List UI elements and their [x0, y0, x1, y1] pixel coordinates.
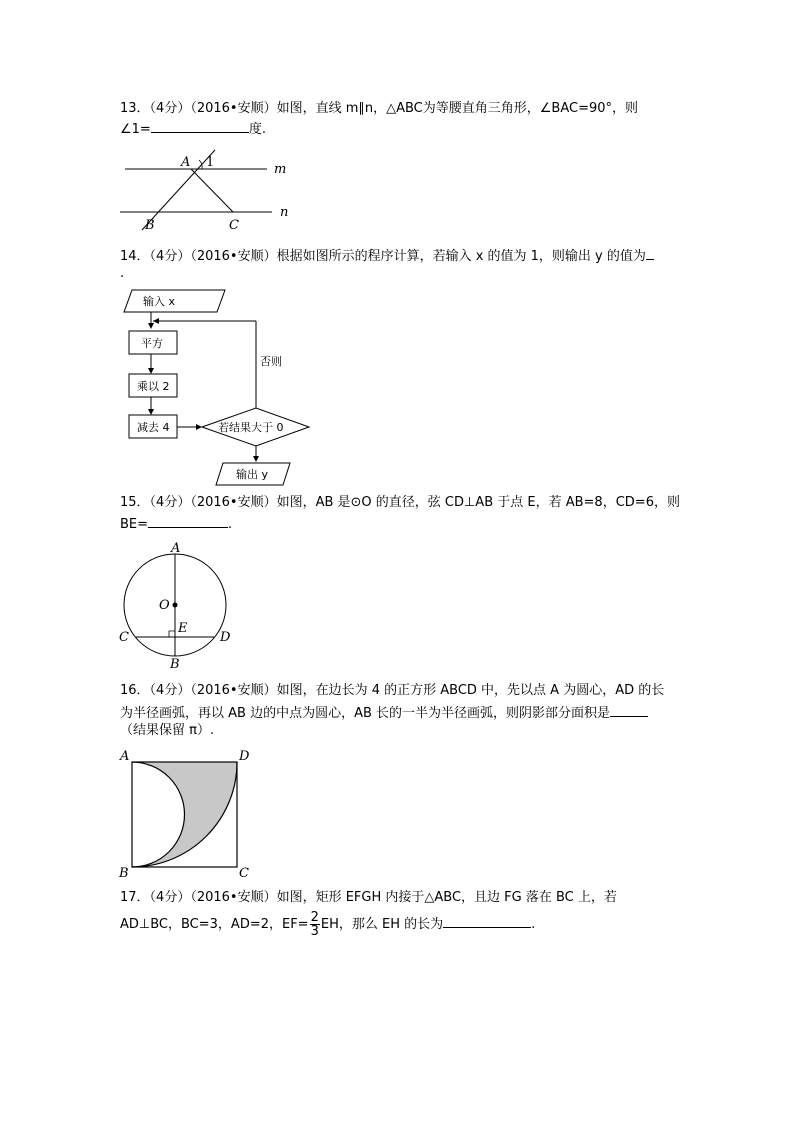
- q15-figure: [115, 540, 245, 670]
- label-B: B: [170, 657, 180, 672]
- q16-line2: 为半径画弧，再以 AB 边的中点为圆心，AB 长的一半为半径画弧，则阴影部分面积是: [120, 704, 648, 722]
- answer-blank: [148, 515, 228, 528]
- q16-line3: （结果保留 π）.: [120, 723, 215, 738]
- q13-line2: ∠1= 度.: [120, 122, 266, 137]
- label-m: m: [274, 162, 287, 177]
- q17-line1: 17．（4分）（2016•安顺）如图，矩形 EFGH 内接于△ABC，且边 FG 落在 BC 上，若: [120, 890, 617, 905]
- q16-figure: [115, 745, 260, 880]
- q14-line1: 14．（4分）（2016•安顺）根据如图所示的程序计算，若输入 x 的值为 1，则输出 y 的值为: [120, 247, 654, 265]
- flow-condition: 若结果大于 0: [218, 421, 284, 434]
- q17-line2: AD⊥BC，BC=3，AD=2，EF= $\frac{2}{3}$ EH，那么 EH 的长为 .: [120, 910, 536, 939]
- q13-figure: [115, 143, 305, 238]
- flow-square: 平方: [141, 337, 163, 350]
- label-A: A: [120, 749, 130, 764]
- label-D: D: [239, 749, 250, 764]
- label-C: C: [229, 218, 239, 233]
- q14-flowchart: [120, 285, 320, 490]
- fraction-two-thirds: $\frac{2}{3}$: [310, 910, 319, 939]
- label-n: n: [280, 205, 289, 220]
- flow-minus4: 减去 4: [137, 421, 170, 434]
- label-E: E: [178, 621, 188, 636]
- label-D: D: [220, 630, 231, 645]
- answer-blank: [610, 704, 648, 717]
- label-C: C: [119, 630, 129, 645]
- label-O: O: [159, 598, 170, 613]
- label-B: B: [119, 866, 129, 881]
- label-1: 1: [206, 155, 215, 170]
- q13-line1: 13．（4分）（2016•安顺）如图，直线 m∥n，△ABC为等腰直角三角形，∠BAC=90°，则: [120, 101, 639, 116]
- flow-else: 否则: [260, 355, 282, 368]
- label-C: C: [239, 866, 249, 881]
- answer-blank: [443, 915, 531, 928]
- q16-line1: 16．（4分）（2016•安顺）如图，在边长为 4 的正方形 ABCD 中，先以点 A 为圆心，AD 的长: [120, 683, 665, 698]
- q15-line2: BE= .: [120, 517, 233, 532]
- label-A: A: [181, 155, 191, 170]
- flow-output: 输出 y: [236, 468, 269, 481]
- q15-line1: 15．（4分）（2016•安顺）如图，AB 是⊙O 的直径，弦 CD⊥AB 于点 E，若 AB=8，CD=6，则: [120, 495, 680, 510]
- q14-line2: .: [120, 266, 125, 281]
- flow-times2: 乘以 2: [137, 380, 170, 393]
- flow-input: 输入 x: [143, 295, 176, 308]
- label-B: B: [145, 218, 155, 233]
- label-A: A: [171, 541, 181, 556]
- answer-blank: [646, 247, 654, 260]
- answer-blank: [151, 120, 249, 133]
